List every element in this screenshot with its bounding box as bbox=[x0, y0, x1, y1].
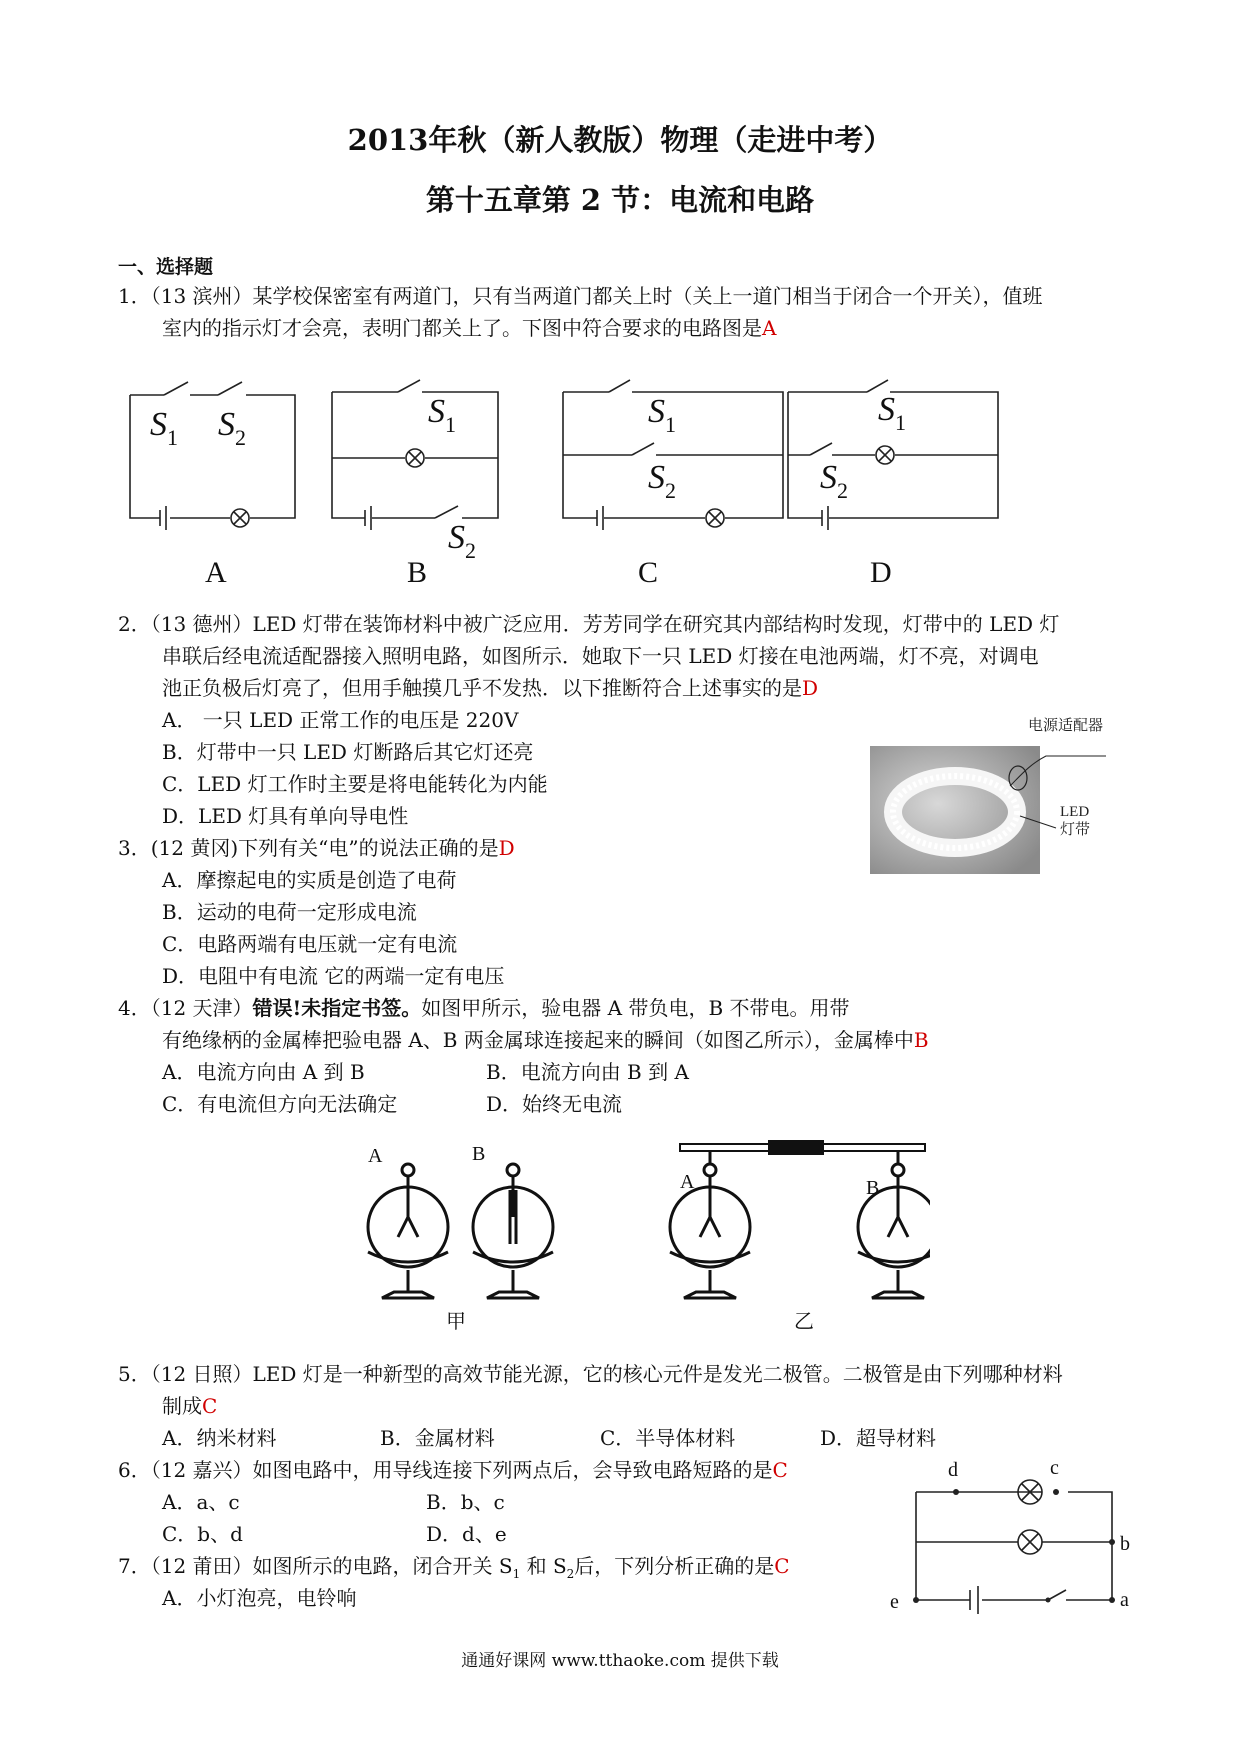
point-e-label: e bbox=[890, 1591, 899, 1613]
q4-line1: 4．（12 天津）错误!未指定书签。如图甲所示，验电器 A 带负电，B 不带电。用带 bbox=[118, 996, 850, 1020]
q4-option-a: A．电流方向由 A 到 B bbox=[162, 1060, 365, 1084]
page-title: 2013年秋（新人教版）物理（走进中考） bbox=[347, 123, 893, 157]
q6-option-b: B．b、c bbox=[426, 1490, 505, 1514]
q3-option-d: D．电阻中有电流 它的两端一定有电压 bbox=[162, 964, 505, 988]
electroscope-jia-a bbox=[368, 1164, 448, 1298]
q2-line1: 2．（13 德州）LED 灯带在装饰材料中被广泛应用．芳芳同学在研究其内部结构时发现，灯带中的 LED 灯 bbox=[118, 612, 1060, 636]
q6-answer: C bbox=[772, 1458, 788, 1482]
label-s2-d: $S_2$ bbox=[820, 459, 848, 503]
q4-option-d: D．始终无电流 bbox=[486, 1092, 623, 1116]
photo-label-adapter: 电源适配器 bbox=[1028, 718, 1104, 734]
label-s1-b: $S_1$ bbox=[428, 393, 456, 437]
figure-label-d: D bbox=[870, 556, 892, 589]
circuit-c bbox=[563, 380, 783, 530]
q4-option-b: B．电流方向由 B 到 A bbox=[486, 1060, 689, 1084]
q5-option-d: D．超导材料 bbox=[820, 1426, 937, 1450]
metal-rod bbox=[680, 1140, 925, 1155]
q6-option-d: D．d、e bbox=[426, 1522, 507, 1546]
q2-option-a: A． 一只 LED 正常工作的电压是 220V bbox=[162, 708, 519, 732]
q1-answer: A bbox=[762, 316, 777, 340]
q4-line2: 有绝缘柄的金属棒把验电器 A、B 两金属球连接起来的瞬间（如图乙所示），金属棒中B bbox=[162, 1028, 929, 1052]
q3-option-b: B．运动的电荷一定形成电流 bbox=[162, 900, 417, 924]
fig-label-b-jia: B bbox=[472, 1143, 486, 1165]
electroscope-jia-b bbox=[473, 1164, 553, 1298]
electroscope-figure bbox=[350, 1132, 930, 1332]
q7-answer: C bbox=[774, 1554, 790, 1578]
q2-option-b: B．灯带中一只 LED 灯断路后其它灯还亮 bbox=[162, 740, 534, 764]
caption-yi: 乙 bbox=[794, 1311, 814, 1332]
q5-option-b: B．金属材料 bbox=[380, 1426, 495, 1450]
q4-answer: B bbox=[913, 1028, 929, 1052]
q2-option-d: D．LED 灯具有单向导电性 bbox=[162, 804, 409, 828]
q5-line1: 5．（12 日照）LED 灯是一种新型的高效节能光源，它的核心元件是发光二极管。二极管是由下列哪种材料 bbox=[118, 1362, 1063, 1386]
label-s2-c: $S_2$ bbox=[648, 459, 676, 503]
led-strip-photo bbox=[870, 716, 1130, 878]
photo-label-strip: 灯带 bbox=[1060, 822, 1091, 838]
q2-line3: 池正负极后灯亮了，但用手触摸几乎不发热．以下推断符合上述事实的是D bbox=[162, 676, 819, 700]
point-b-label: b bbox=[1120, 1533, 1130, 1555]
photo-label-led: LED bbox=[1060, 804, 1090, 820]
q6-option-c: C．b、d bbox=[162, 1522, 243, 1546]
circuit-a bbox=[130, 382, 295, 530]
q6-circuit bbox=[880, 1456, 1150, 1626]
figure-label-a: A bbox=[205, 556, 227, 589]
q1-line1: 1．（13 滨州）某学校保密室有两道门，只有当两道门都关上时（关上一道门相当于闭合一个开关），值班 bbox=[118, 284, 1043, 308]
figure-label-b: B bbox=[407, 556, 428, 589]
label-s2-a: $S_2$ bbox=[218, 406, 246, 450]
circuit-b bbox=[332, 380, 498, 530]
q3-option-a: A．摩擦起电的实质是创造了电荷 bbox=[162, 868, 457, 892]
q4-option-c: C．有电流但方向无法确定 bbox=[162, 1092, 398, 1116]
q5-option-c: C．半导体材料 bbox=[600, 1426, 736, 1450]
q2-option-c: C．LED 灯工作时主要是将电能转化为内能 bbox=[162, 772, 548, 796]
label-s2-b: $S_2$ bbox=[448, 519, 476, 563]
q2-answer: D bbox=[802, 676, 819, 700]
label-s1-a: $S_1$ bbox=[150, 406, 178, 450]
label-s1-c: $S_1$ bbox=[648, 393, 676, 437]
fig-label-b-yi: B bbox=[866, 1177, 880, 1199]
q6-option-a: A．a、c bbox=[162, 1490, 240, 1514]
q2-line2: 串联后经电流适配器接入照明电路，如图所示．她取下一只 LED 灯接在电池两端，灯不亮，对调电 bbox=[162, 644, 1039, 668]
q3-answer: D bbox=[498, 836, 515, 860]
q3-option-c: C．电路两端有电压就一定有电流 bbox=[162, 932, 458, 956]
page-footer: 通通好课网 www.tthaoke.com 提供下载 bbox=[461, 1651, 779, 1671]
q4-error-text: 错误!未指定书签。 bbox=[252, 996, 422, 1020]
q5-option-a: A．纳米材料 bbox=[162, 1426, 277, 1450]
chapter-title: 第十五章第 2 节：电流和电路 bbox=[425, 183, 815, 217]
q7-option-a: A．小灯泡亮，电铃响 bbox=[162, 1586, 357, 1610]
q5-answer: C bbox=[202, 1394, 218, 1418]
electroscope-yi-b bbox=[858, 1148, 930, 1298]
q1-line2: 室内的指示灯才会亮，表明门都关上了。下图中符合要求的电路图是A bbox=[162, 316, 777, 340]
figure-label-c: C bbox=[638, 556, 659, 589]
fig-label-a-jia: A bbox=[368, 1145, 383, 1167]
q6-line1: 6．（12 嘉兴）如图电路中，用导线连接下列两点后，会导致电路短路的是C bbox=[118, 1458, 788, 1482]
section-heading: 一、选择题 bbox=[118, 256, 214, 278]
q1-circuit-figures bbox=[110, 360, 1100, 590]
caption-jia: 甲 bbox=[446, 1311, 466, 1332]
point-a-label: a bbox=[1120, 1589, 1129, 1611]
fig-label-a-yi: A bbox=[680, 1171, 695, 1193]
point-c-label: c bbox=[1050, 1457, 1059, 1479]
q5-line2: 制成C bbox=[162, 1394, 218, 1418]
point-d-label: d bbox=[948, 1459, 958, 1481]
q3-line1: 3．(12 黄冈)下列有关“电”的说法正确的是D bbox=[118, 836, 515, 860]
label-s1-d: $S_1$ bbox=[878, 391, 906, 435]
q7-line1: 7．（12 莆田）如图所示的电路，闭合开关 $S_1$ 和 $S_2$后，下列分析正确的是C bbox=[118, 1554, 790, 1581]
